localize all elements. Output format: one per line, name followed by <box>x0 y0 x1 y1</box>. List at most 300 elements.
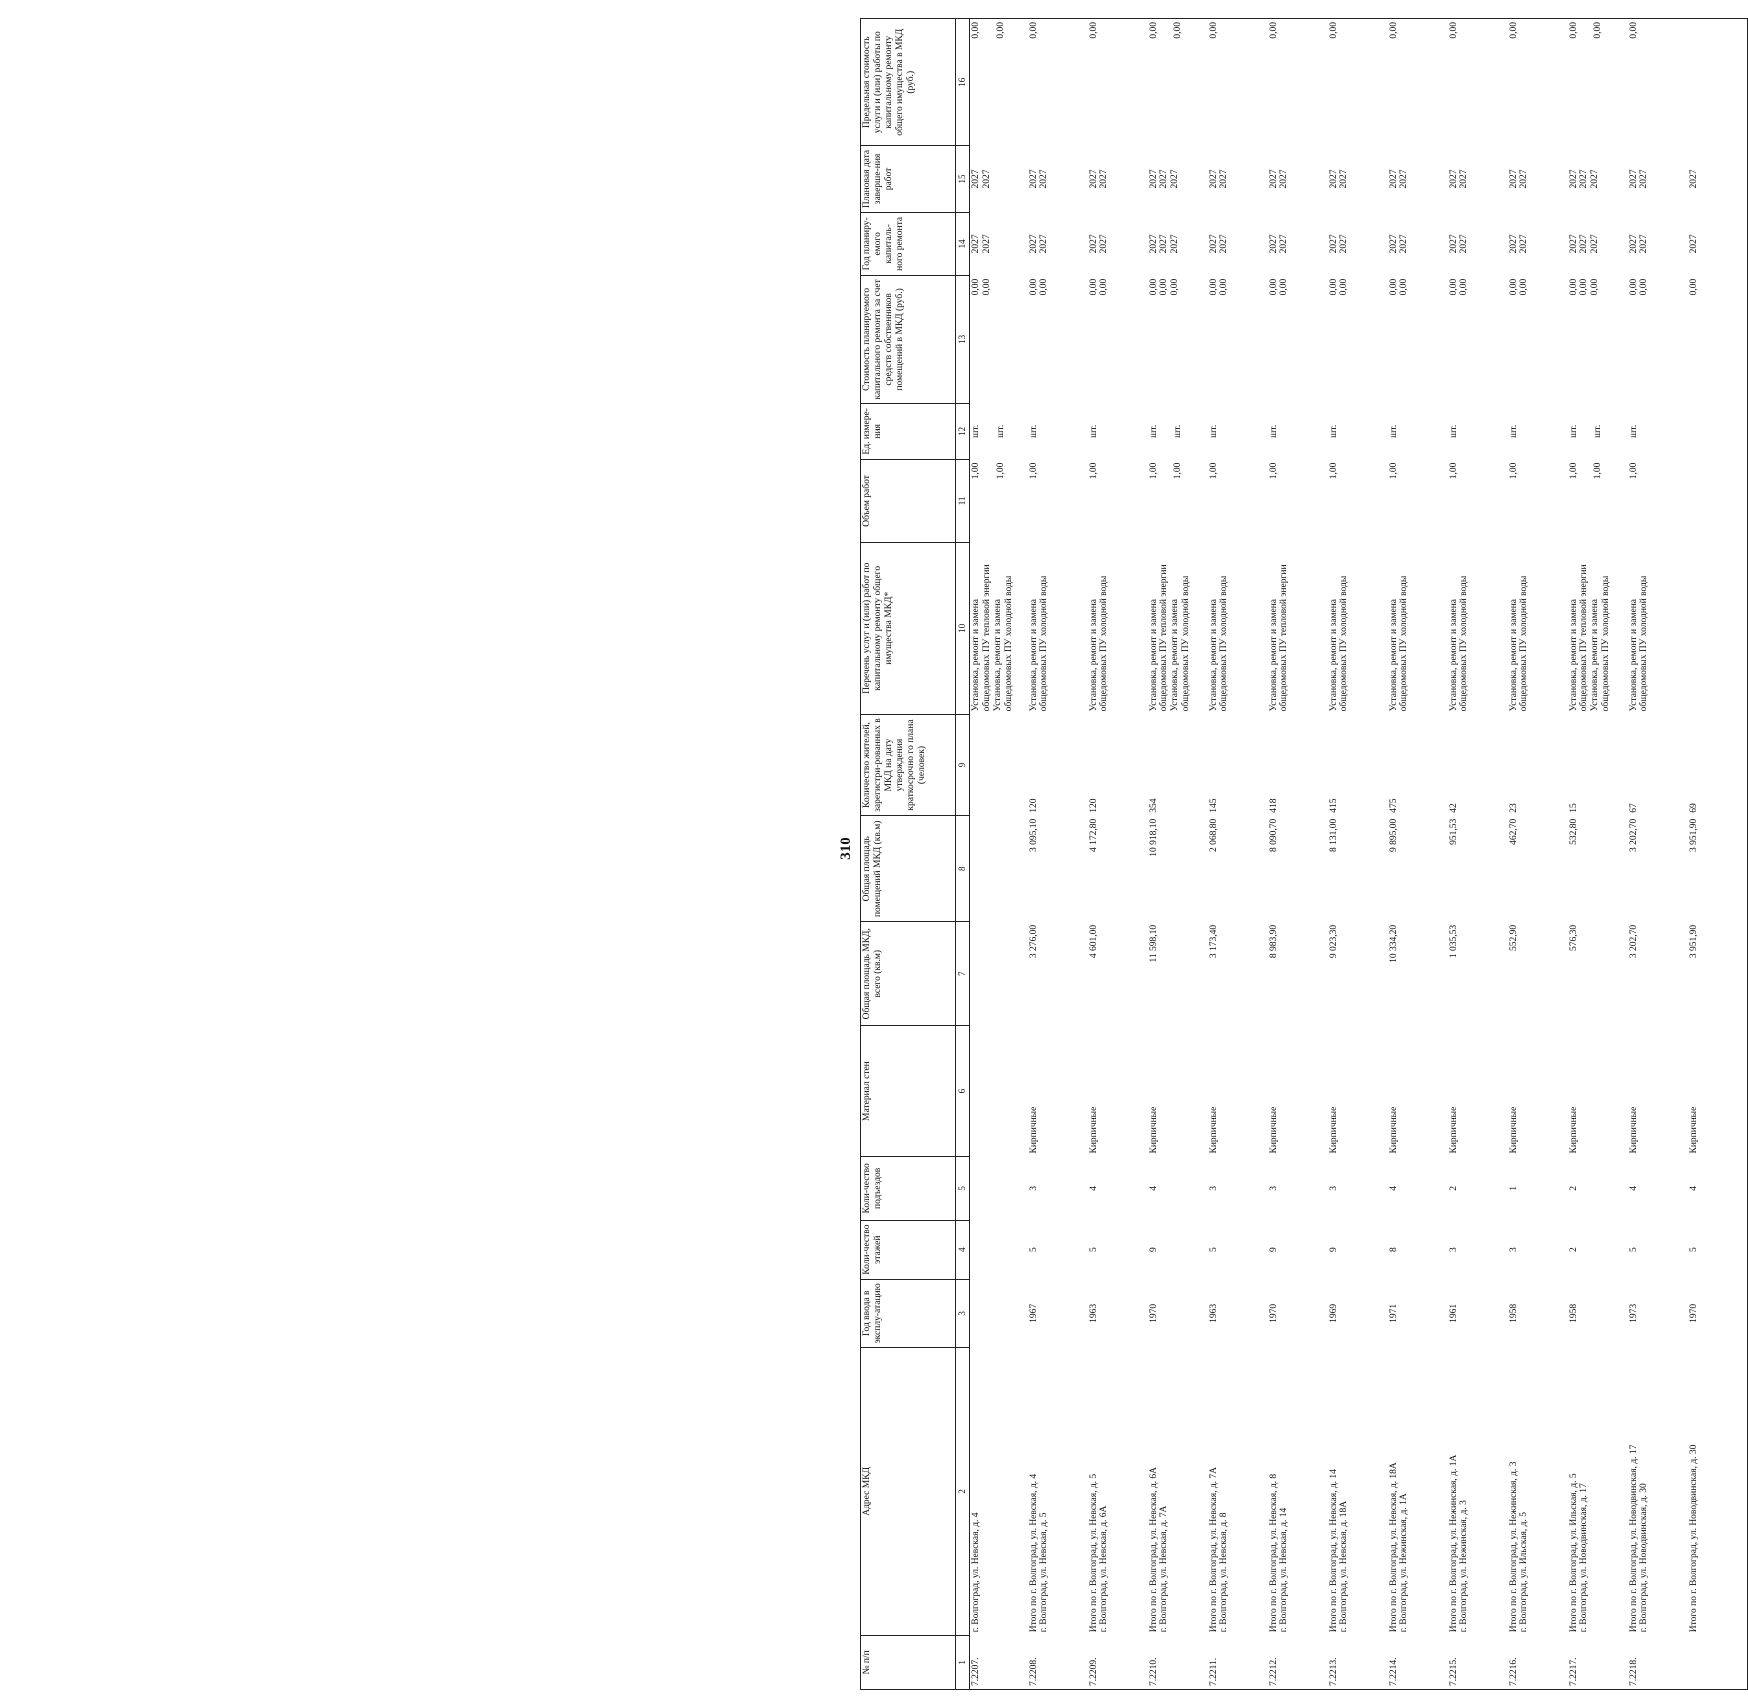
address-line: г. Волгоград, ул. Нежинская, д. 3 <box>1459 1500 1470 1633</box>
volume-value: 1,00 <box>1568 462 1579 480</box>
entrances: 4 <box>1628 1185 1639 1191</box>
floors: 5 <box>1088 1247 1099 1253</box>
line-gap <box>1579 406 1593 457</box>
entrances-cell <box>1208 1157 1268 1221</box>
area-total-cell <box>1208 922 1268 1026</box>
unit-cell <box>1328 403 1388 460</box>
area-total: 4 601,00 <box>1088 924 1099 959</box>
area-total-cell <box>970 922 1028 1026</box>
year: 1971 <box>1388 1303 1399 1323</box>
volume-cell <box>1388 460 1448 543</box>
end-date-value: 2027 <box>1590 169 1601 189</box>
entrances-cell <box>1508 1157 1568 1221</box>
unit-value: шт. <box>1388 424 1399 438</box>
wall-material-cell <box>1568 1026 1628 1157</box>
unit-cell <box>1628 403 1688 460</box>
line-gap <box>982 463 996 540</box>
volume-value: 1,00 <box>1448 462 1459 480</box>
area-total-cell <box>1508 922 1568 1026</box>
works-cell <box>1328 542 1388 714</box>
plan-year-value: 2027 <box>1268 234 1279 254</box>
volume-value: 1,00 <box>1268 462 1279 480</box>
unit-cell <box>1088 403 1148 460</box>
row-number-cell <box>1088 1635 1148 1689</box>
end-date-value: 2027 <box>1028 169 1039 189</box>
end-date-value: 2027 <box>1328 169 1339 189</box>
limit-cost-cell <box>1688 19 1748 146</box>
residents: 475 <box>1388 798 1399 813</box>
wall-material-cell <box>1208 1026 1268 1157</box>
address-cell <box>1088 1348 1148 1636</box>
plan-year-value: 2027 <box>1339 234 1350 254</box>
unit-value: шт. <box>995 424 1006 438</box>
area-total: 8 983,90 <box>1268 924 1279 959</box>
plan-year-value: 2027 <box>1099 234 1110 254</box>
cost-value: 0,00 <box>1208 278 1219 296</box>
volume-cell <box>1568 460 1628 543</box>
plan-year-value: 2027 <box>1219 234 1230 254</box>
end-date-cell <box>1568 146 1628 212</box>
residents: 15 <box>1568 803 1579 813</box>
column-number: 9 <box>956 714 970 815</box>
volume-value: 1,00 <box>1508 462 1519 480</box>
area-rooms: 532,80 <box>1568 818 1579 845</box>
address-line: Итого по г. Волгоград, ул. Невская, д. 18А <box>1388 1462 1399 1633</box>
volume-value: 1,00 <box>1628 462 1639 480</box>
plan-year-cell <box>1328 212 1388 276</box>
volume-cell <box>1328 460 1388 543</box>
row-number: 7.2215. <box>1448 1657 1459 1686</box>
address-cell <box>1028 1348 1088 1636</box>
column-header: Коли-чество подъездов <box>861 1157 956 1221</box>
entrances-cell <box>1568 1157 1628 1221</box>
limit-cost-value: 0,00 <box>1088 22 1099 39</box>
limit-cost-value: 0,00 <box>1593 22 1604 39</box>
area-total: 1 035,53 <box>1448 924 1459 959</box>
unit-value: шт. <box>971 424 981 438</box>
cost-value: 0,00 <box>1688 278 1699 296</box>
address-line: Итого по г. Волгоград, ул. Невская, д. 7А <box>1208 1466 1219 1633</box>
end-date-value: 2027 <box>1388 169 1399 189</box>
cost-value: 0,00 <box>1279 278 1290 296</box>
area-total: 11 598,10 <box>1148 924 1159 963</box>
limit-cost-cell <box>1208 19 1268 146</box>
area-rooms-cell <box>1448 816 1508 922</box>
address-line: Итого по г. Волгоград, ул. Невская, д. 8 <box>1268 1473 1279 1633</box>
end-date-value: 2027 <box>1628 169 1639 189</box>
table-row <box>1508 19 1568 1690</box>
plan-year-value: 2027 <box>971 234 981 254</box>
residents-cell <box>1388 714 1448 815</box>
end-date-cell <box>1388 146 1448 212</box>
floors: 8 <box>1388 1247 1399 1253</box>
works-cell <box>1268 542 1328 714</box>
column-header: Плановая дата заверше-ния работ <box>861 146 956 212</box>
table-body <box>970 19 1748 1690</box>
wall-material: Кирпичные <box>1148 1106 1159 1154</box>
area-rooms-cell <box>1088 816 1148 922</box>
cost-value: 0,00 <box>1639 278 1650 296</box>
plan-year-value: 2027 <box>1508 234 1519 254</box>
wall-material: Кирпичные <box>1028 1106 1039 1154</box>
unit-value: шт. <box>1088 424 1099 438</box>
row-number: 7.2214. <box>1388 1657 1399 1686</box>
end-date-value: 2027 <box>1148 169 1159 189</box>
entrances: 4 <box>1088 1185 1099 1191</box>
cost-value: 0,00 <box>1039 278 1050 296</box>
address-cell <box>1208 1348 1268 1636</box>
floors: 2 <box>1568 1247 1579 1253</box>
area-rooms: 4 172,80 <box>1088 818 1099 852</box>
limit-cost-value: 0,00 <box>1268 22 1279 39</box>
residents-cell <box>1028 714 1088 815</box>
volume-value: 1,00 <box>1328 462 1339 480</box>
plan-year-cell <box>1148 212 1208 276</box>
area-rooms-cell <box>1688 816 1748 922</box>
year: 1963 <box>1088 1303 1099 1323</box>
wall-material: Кирпичные <box>1448 1106 1459 1154</box>
wall-material-cell <box>1448 1026 1508 1157</box>
end-date-value: 2027 <box>1579 169 1590 189</box>
cost-cell <box>1328 276 1388 403</box>
cost-cell <box>1088 276 1148 403</box>
address-line: г. Волгоград, ул. Невская, д. 8 <box>1219 1512 1230 1633</box>
address-cell <box>970 1348 1028 1636</box>
residents-cell <box>1088 714 1148 815</box>
year: 1973 <box>1628 1303 1639 1323</box>
plan-year-cell <box>1508 212 1568 276</box>
plan-year-cell <box>1208 212 1268 276</box>
area-total-cell <box>1088 922 1148 1026</box>
floors-cell <box>1508 1220 1568 1279</box>
end-date-value: 2027 <box>1339 169 1350 189</box>
cost-cell <box>970 276 1028 403</box>
unit-value: шт. <box>1628 424 1639 438</box>
repair-plan-table <box>860 18 1748 1690</box>
area-rooms: 3 951,90 <box>1688 818 1699 852</box>
address-line: Итого по г. Волгоград, ул. Невская, д. 5 <box>1088 1473 1099 1633</box>
column-number: 5 <box>956 1157 970 1221</box>
end-date-value: 2027 <box>1508 169 1519 189</box>
works-cell <box>970 542 1028 714</box>
column-header: Общая площадь МКД, всего (кв.м) <box>861 922 956 1026</box>
unit-value: шт. <box>1148 424 1159 438</box>
column-number: 7 <box>956 922 970 1026</box>
volume-cell <box>1508 460 1568 543</box>
column-header: Год планиру-емого капиталь-ного ремонта <box>861 212 956 276</box>
table-row <box>1688 19 1748 1690</box>
works-cell <box>1568 542 1628 714</box>
end-date-value: 2027 <box>1170 169 1181 189</box>
row-number-cell <box>1148 1635 1208 1689</box>
limit-cost-cell <box>1028 19 1088 146</box>
limit-cost-value: 0,00 <box>1148 22 1159 39</box>
end-date-value: 2027 <box>1159 169 1170 189</box>
end-date-value: 2027 <box>1268 169 1279 189</box>
column-header: Адрес МКД <box>861 1348 956 1636</box>
entrances: 2 <box>1568 1185 1579 1191</box>
end-date-cell <box>1268 146 1328 212</box>
volume-cell <box>1448 460 1508 543</box>
end-date-value: 2027 <box>1519 169 1530 189</box>
work-item: Установка, ремонт и замена общедомовых ПУ холодной воды <box>1028 575 1050 712</box>
plan-year-cell <box>1028 212 1088 276</box>
end-date-cell <box>1328 146 1388 212</box>
floors: 5 <box>1628 1247 1639 1253</box>
residents-cell <box>1328 714 1388 815</box>
residents-cell <box>1268 714 1328 815</box>
area-rooms: 9 895,00 <box>1388 818 1399 852</box>
floors: 5 <box>1208 1247 1219 1253</box>
table-row <box>1448 19 1508 1690</box>
area-rooms-cell <box>970 816 1028 922</box>
work-item: Установка, ремонт и замена общедомовых ПУ холодной воды <box>1508 575 1530 712</box>
column-header: Стоимость планируемого капитального ремонта за счет средств собственников помещений в МКД (руб.) <box>861 276 956 403</box>
limit-cost-cell <box>1448 19 1508 146</box>
row-number: 7.2212. <box>1268 1657 1279 1686</box>
address-cell <box>1508 1348 1568 1636</box>
line-gap <box>982 406 996 457</box>
limit-cost-value: 0,00 <box>995 22 1006 39</box>
column-number: 12 <box>956 403 970 460</box>
wall-material-cell <box>1268 1026 1328 1157</box>
residents: 415 <box>1328 798 1339 813</box>
row-number: 7.2208. <box>1028 1657 1039 1686</box>
page-number: 310 <box>838 837 854 860</box>
column-number: 13 <box>956 276 970 403</box>
year-cell <box>1568 1279 1628 1347</box>
row-number: 7.2210. <box>1148 1657 1159 1686</box>
limit-cost-value: 0,00 <box>1508 22 1519 39</box>
cost-value: 0,00 <box>1448 278 1459 296</box>
year: 1969 <box>1328 1303 1339 1323</box>
entrances: 3 <box>1028 1185 1039 1191</box>
cost-cell <box>1388 276 1448 403</box>
cost-value: 0,00 <box>1579 278 1590 296</box>
end-date-value: 2027 <box>1219 169 1230 189</box>
unit-cell <box>1268 403 1328 460</box>
wall-material-cell <box>1028 1026 1088 1157</box>
column-number: 2 <box>956 1348 970 1636</box>
works-cell <box>1628 542 1688 714</box>
works-cell <box>1028 542 1088 714</box>
column-number: 11 <box>956 460 970 543</box>
unit-value: шт. <box>1268 424 1279 438</box>
area-total-cell <box>1148 922 1208 1026</box>
cost-value: 0,00 <box>1508 278 1519 296</box>
year: 1961 <box>1448 1303 1459 1323</box>
volume-value: 1,00 <box>971 462 981 480</box>
plan-year-value: 2027 <box>1388 234 1399 254</box>
year-cell <box>1208 1279 1268 1347</box>
limit-cost-value: 0,00 <box>1568 22 1579 39</box>
volume-cell <box>1628 460 1688 543</box>
column-header: Общая площадь помещений МКД (кв.м) <box>861 816 956 922</box>
plan-year-value: 2027 <box>1028 234 1039 254</box>
plan-year-value: 2027 <box>1328 234 1339 254</box>
end-date-cell <box>1148 146 1208 212</box>
row-number-cell <box>1268 1635 1328 1689</box>
unit-cell <box>970 403 1028 460</box>
year-cell <box>1448 1279 1508 1347</box>
column-number: 8 <box>956 816 970 922</box>
work-item: Установка, ремонт и замена общедомовых ПУ холодной воды <box>1170 575 1192 712</box>
floors-cell <box>1388 1220 1448 1279</box>
plan-year-value: 2027 <box>1208 234 1219 254</box>
works-cell <box>1388 542 1448 714</box>
floors-cell <box>1088 1220 1148 1279</box>
volume-value: 1,00 <box>1088 462 1099 480</box>
wall-material: Кирпичные <box>1508 1106 1519 1154</box>
table-row <box>1568 19 1628 1690</box>
end-date-value: 2027 <box>1399 169 1410 189</box>
residents: 23 <box>1508 803 1519 813</box>
column-number: 14 <box>956 212 970 276</box>
year: 1958 <box>1568 1303 1579 1323</box>
entrances-cell <box>1628 1157 1688 1221</box>
entrances: 4 <box>1148 1185 1159 1191</box>
plan-year-value: 2027 <box>1170 234 1181 254</box>
cost-value: 0,00 <box>1459 278 1470 296</box>
residents: 69 <box>1688 803 1699 813</box>
entrances: 4 <box>1388 1185 1399 1191</box>
unit-value: шт. <box>1593 424 1604 438</box>
address-line: Итого по г. Волгоград, ул. Невская, д. 14 <box>1328 1469 1339 1633</box>
capital-repair-table <box>860 18 1699 1690</box>
volume-value: 1,00 <box>995 462 1006 480</box>
work-item: Установка, ремонт и замена общедомовых ПУ холодной воды <box>992 575 1014 712</box>
plan-year-value: 2027 <box>1279 234 1290 254</box>
wall-material-cell <box>1688 1026 1748 1157</box>
cost-cell <box>1148 276 1208 403</box>
cost-value: 0,00 <box>1590 278 1601 296</box>
year-cell <box>1508 1279 1568 1347</box>
address-line: г. Волгоград, ул. Невская, д. 18А <box>1339 1500 1350 1633</box>
year-cell <box>1628 1279 1688 1347</box>
floors-cell <box>1148 1220 1208 1279</box>
end-date-value: 2027 <box>981 169 992 189</box>
year-cell <box>1028 1279 1088 1347</box>
limit-cost-cell <box>1328 19 1388 146</box>
cost-value: 0,00 <box>1028 278 1039 296</box>
row-number-cell <box>970 1635 1028 1689</box>
floors-cell <box>1328 1220 1388 1279</box>
wall-material: Кирпичные <box>1088 1106 1099 1154</box>
cost-value: 0,00 <box>1268 278 1279 296</box>
row-number-cell <box>1508 1635 1568 1689</box>
area-total-cell <box>1388 922 1448 1026</box>
volume-cell <box>1148 460 1208 543</box>
wall-material-cell <box>1088 1026 1148 1157</box>
end-date-value: 2027 <box>1639 169 1650 189</box>
wall-material-cell <box>1148 1026 1208 1157</box>
address-line: г. Волгоград, ул. Нежинская, д. 1А <box>1399 1493 1410 1633</box>
cost-value: 0,00 <box>1219 278 1230 296</box>
area-rooms-cell <box>1568 816 1628 922</box>
row-number: 7.2216. <box>1508 1657 1519 1686</box>
end-date-cell <box>1028 146 1088 212</box>
works-cell <box>1148 542 1208 714</box>
row-number-cell <box>1208 1635 1268 1689</box>
area-rooms: 3 202,70 <box>1628 818 1639 852</box>
table-row <box>1268 19 1328 1690</box>
works-cell <box>1208 542 1268 714</box>
area-total-cell <box>1328 922 1388 1026</box>
unit-cell <box>1028 403 1088 460</box>
volume-value: 1,00 <box>1388 462 1399 480</box>
residents-cell <box>1148 714 1208 815</box>
column-header: Материал стен <box>861 1026 956 1157</box>
plan-year-cell <box>970 212 1028 276</box>
address-line: г. Волгоград, ул. Ильская, д. 5 <box>1519 1512 1530 1633</box>
works-cell <box>1508 542 1568 714</box>
volume-value: 1,00 <box>1593 462 1604 480</box>
limit-cost-value: 0,00 <box>1628 22 1639 39</box>
table-row <box>1388 19 1448 1690</box>
table-header <box>861 19 970 1690</box>
wall-material: Кирпичные <box>1688 1106 1699 1154</box>
column-number: 4 <box>956 1220 970 1279</box>
column-header: Количество жителей, зарегистри-рованных в МКД на дату утверждения краткосрочно го плана (человек) <box>861 714 956 815</box>
table-row <box>1628 19 1688 1690</box>
address-cell <box>1388 1348 1448 1636</box>
entrances-cell <box>1088 1157 1148 1221</box>
volume-cell <box>1088 460 1148 543</box>
work-item: Установка, ремонт и замена общедомовых ПУ тепловой энергии <box>1268 564 1290 712</box>
limit-cost-cell <box>1508 19 1568 146</box>
entrances-cell <box>1328 1157 1388 1221</box>
cost-cell <box>1568 276 1628 403</box>
limit-cost-value: 0,00 <box>1173 22 1184 39</box>
column-header: Коли-чество этажей <box>861 1220 956 1279</box>
cost-value: 0,00 <box>1628 278 1639 296</box>
cost-cell <box>1688 276 1748 403</box>
row-number: 7.2213. <box>1328 1657 1339 1686</box>
end-date-value: 2027 <box>1099 169 1110 189</box>
row-number-cell <box>1688 1635 1748 1689</box>
unit-cell <box>1208 403 1268 460</box>
cost-value: 0,00 <box>971 278 981 296</box>
cost-value: 0,00 <box>1170 278 1181 296</box>
end-date-cell <box>1208 146 1268 212</box>
row-number-cell <box>1448 1635 1508 1689</box>
address-cell <box>1268 1348 1328 1636</box>
address-line: Итого по г. Волгоград, ул. Новодвинская, д. 17 <box>1628 1444 1639 1633</box>
plan-year-value: 2027 <box>1159 234 1170 254</box>
column-header: Год ввода в эксплу-атацию <box>861 1279 956 1347</box>
wall-material: Кирпичные <box>1568 1106 1579 1154</box>
unit-cell <box>1448 403 1508 460</box>
plan-year-value: 2027 <box>1088 234 1099 254</box>
floors-cell <box>970 1220 1028 1279</box>
end-date-value: 2027 <box>971 169 981 189</box>
area-total-cell <box>1268 922 1328 1026</box>
unit-value: шт. <box>1328 424 1339 438</box>
wall-material-cell <box>1388 1026 1448 1157</box>
floors: 5 <box>1028 1247 1039 1253</box>
residents: 120 <box>1088 798 1099 813</box>
address-line: Итого по г. Волгоград, ул. Невская, д. 6А <box>1148 1466 1159 1633</box>
address-line: Итого по г. Волгоград, ул. Невская, д. 4 <box>1028 1473 1039 1633</box>
entrances-cell <box>970 1157 1028 1221</box>
table-row <box>1148 19 1208 1690</box>
limit-cost-cell <box>1148 19 1208 146</box>
address-line: г. Волгоград, ул. Невская, д. 5 <box>1039 1512 1050 1633</box>
floors-cell <box>1028 1220 1088 1279</box>
row-number-cell <box>1568 1635 1628 1689</box>
unit-value: шт. <box>1028 424 1039 438</box>
floors-cell <box>1628 1220 1688 1279</box>
